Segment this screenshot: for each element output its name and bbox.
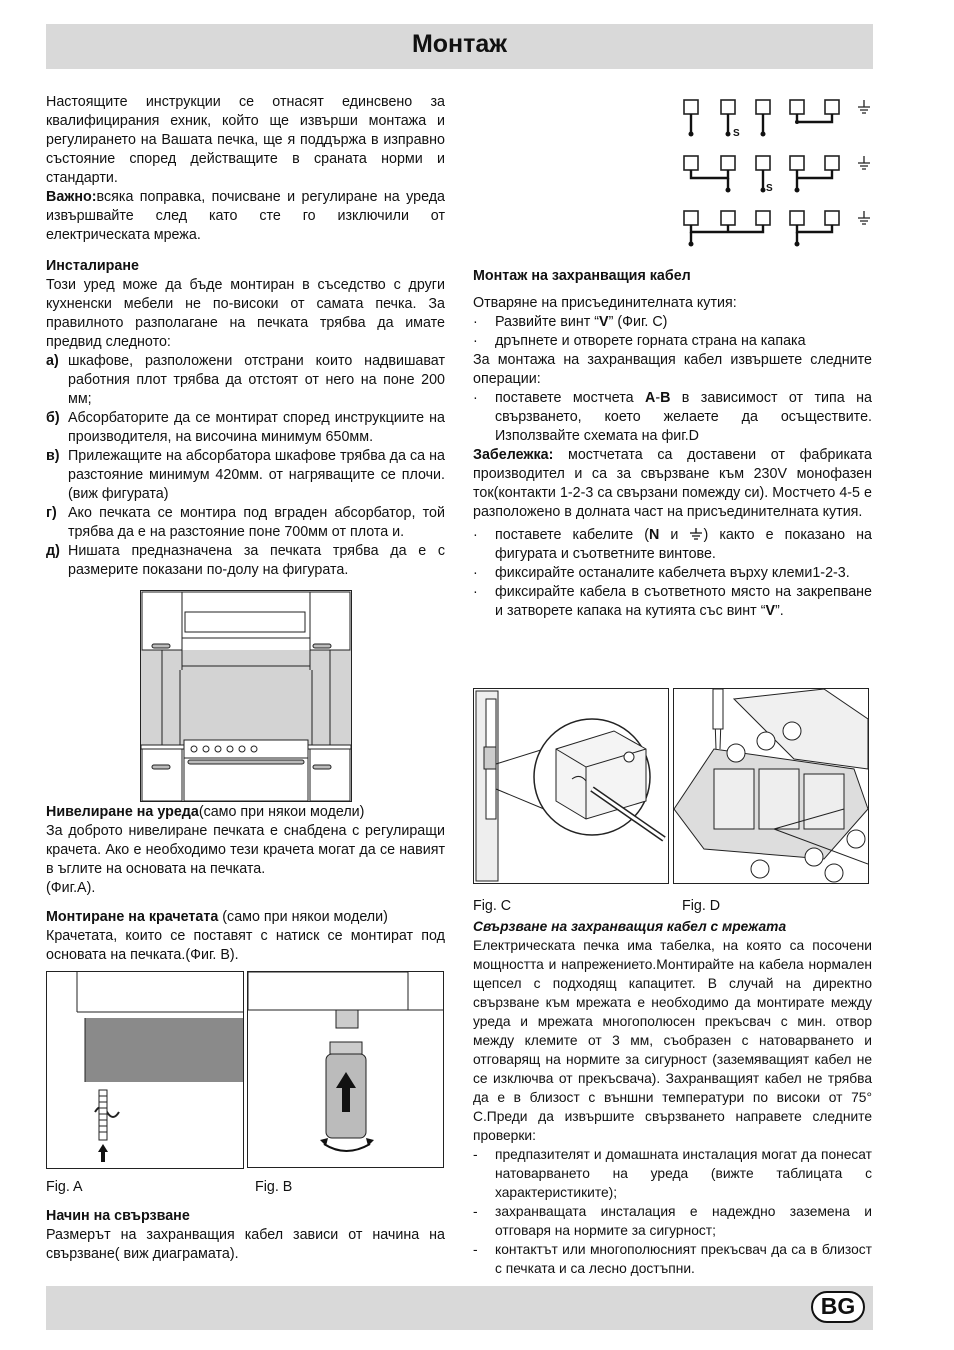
kitchen-diagram [140, 590, 352, 802]
check-item: - захранващата инсталация е надеждно заземена и отговаря на нормите за сигурност; [473, 1204, 872, 1238]
important-paragraph [46, 188, 445, 245]
language-badge: BG [811, 1291, 865, 1323]
connection-diagram [680, 96, 880, 248]
earth-icon [689, 528, 703, 540]
figure-a [46, 971, 244, 1169]
open-item: · Развийте винт “V” (Фиг. C) [473, 314, 668, 330]
earth-icon [858, 100, 870, 224]
fig-a-caption: Fig. A [46, 1179, 83, 1195]
foot-leveling-illustration [47, 972, 243, 1168]
check-item: - контактът или многополюсният прекъсвач да са в близост с печката и са лесно достъпни. [473, 1242, 872, 1276]
footer-bar [46, 1286, 873, 1330]
install-item: в) Прилежащите на абсорбатора шкафове трябва да са на разстояние минимум 420мм. от нагряващите се плочи.(виж фигурата) [46, 448, 445, 502]
right-column-text [473, 267, 872, 621]
install-item: б) Абсорбаторите да се монтират според инструкциите на производителя, на височина минимум 650мм. [46, 410, 445, 445]
fix-cable-item: · фиксирайте кабела в съответното място на закрепване и затворете капака на кутията със винт “V”. [473, 584, 872, 619]
intro-paragraph: Настоящите инструкции се отнасят единсвено за квалифицирания ехник, който ще извърши монтажа и регулирането на Вашата печка, ще я поддържа в изправно състояние според действащите в сраната норми и стандарти. [46, 94, 445, 186]
terminal-bridging-diagram [680, 96, 880, 248]
diagram-label-s: S [733, 128, 740, 139]
level-heading-line [46, 803, 445, 822]
terminal-box-illustration [474, 689, 668, 883]
install-item: а) шкафове, разположени отстрани които надвишават работния плот трябва да отстоят от него на поне 200 мм; [46, 353, 445, 407]
install-list [46, 352, 445, 580]
kitchen-illustration [140, 590, 352, 802]
open-box-text: Отваряне на присъединителната кутия: [473, 295, 737, 311]
note-paragraph: Забележка: мостчетата са доставени от фабриката производител и са за свързване към 230V монофазен ток(контакти 1-2-3 са свързани помежду си). Мостчето 4-5 е разположено в долната част на присъединителната кутия. [473, 447, 872, 520]
mains-text: Електрическата печка има табелка, на която са посочени мощността и напрежението.Монтирайте на кабела нормален щепсел с подходящ капацитет. В случай на директно свързване към мрежата е необходимо да монтирате между уреда и мрежата многополюсен прекъсвач с мин. отвор между клемите от 3 мм, съобразен с натоварването и отговарящ на нормите за сигурност (заземяващият кабел не се изключва от прекъсвача). Захранващият кабел не трябва да е в близост с външни температури по високи от 75° С.Преди да извършите свързването направете следните проверки: [473, 938, 872, 1143]
level-fig-ref: (Фиг.А). [46, 880, 96, 896]
foot-mount-illustration [248, 972, 443, 1167]
install-item: г) Ако печката се монтира под вграден абсорбатор, той трябва да е на разстояние поне 700мм от плота и. [46, 505, 445, 540]
fig-c-caption: Fig. C [473, 898, 512, 914]
level-text: За доброто нивелиране печката е снабдена с регулиращи крачета. Ако е необходимо тези крачета могат да се навият в ъглите на основата на печката. [46, 823, 445, 877]
install-heading: Инсталиране [46, 258, 139, 274]
open-item: · дръпнете и отворете горната страна на капака [473, 333, 806, 349]
feet-heading: Монтиране на крачетата [46, 909, 219, 925]
left-lower-text [46, 803, 445, 965]
feet-text: Крачетата, които се поставят с натиск се монтират под основата на печката.(Фиг. B). [46, 928, 445, 963]
left-column [46, 93, 445, 580]
important-text: всяка поправка, почисване и регулиране на уреда извършвайте след като сте го изключили от електрическата мрежа. [46, 189, 445, 243]
figure-d [673, 688, 869, 884]
install-text: Този уред може да бъде монтиран в съседство с други кухненски мебели не по-високи от самата печка. За правилното разполагане на печката трябва да имате предвид следното: [46, 277, 445, 350]
header-bar [46, 24, 873, 69]
fig-b-caption: Fig. B [255, 1179, 293, 1195]
terminal-wiring-illustration [674, 689, 868, 883]
level-heading-note: (само при някои модели) [198, 804, 365, 820]
feet-heading-note: (само при някои модели) [218, 909, 388, 925]
place-item: · поставете кабелите (N и ) както е показано на фигурата и съответните винтове. [473, 527, 872, 562]
mains-heading: Свързване на захранващия кабел с мрежата [473, 919, 787, 934]
important-label: Важно: [46, 189, 97, 205]
note-label: Забележка: [473, 447, 554, 463]
diagram-label-s: S [766, 183, 773, 194]
connect-heading: Начин на свързване [46, 1208, 190, 1224]
bridge-item: · поставете мостчета A-B в зависимост от типа на свързването, което желаете да осъществите. Използвайте схемата на фиг.D [473, 390, 872, 444]
fix-wires-item: · фиксирайте останалите кабелчета върху клеми1-2-3. [473, 565, 850, 581]
level-heading: Нивелиране на уреда [46, 804, 199, 820]
mains-section [473, 917, 872, 1278]
connect-section [46, 1207, 445, 1264]
feet-heading-line [46, 908, 445, 927]
cable-heading: Монтаж на захранващия кабел [473, 268, 691, 284]
page-title: Монтаж [411, 30, 508, 58]
check-item: - предпазителят и домашната инсталация могат да понесат натоварването на уреда (вижте таблицата с характеристиките); [473, 1147, 872, 1200]
ops-text: За монтажа на захранващия кабел извършете следните операции: [473, 352, 872, 387]
figure-b [247, 971, 444, 1168]
fig-d-caption: Fig. D [682, 898, 721, 914]
figure-c [473, 688, 669, 884]
connect-text: Размерът на захранващия кабел зависи от начина на свързване( виж диаграмата). [46, 1227, 445, 1262]
install-item: д) Нишата предназначена за печката трябва да е с размерите показани по-долу на фигурата. [46, 543, 445, 578]
